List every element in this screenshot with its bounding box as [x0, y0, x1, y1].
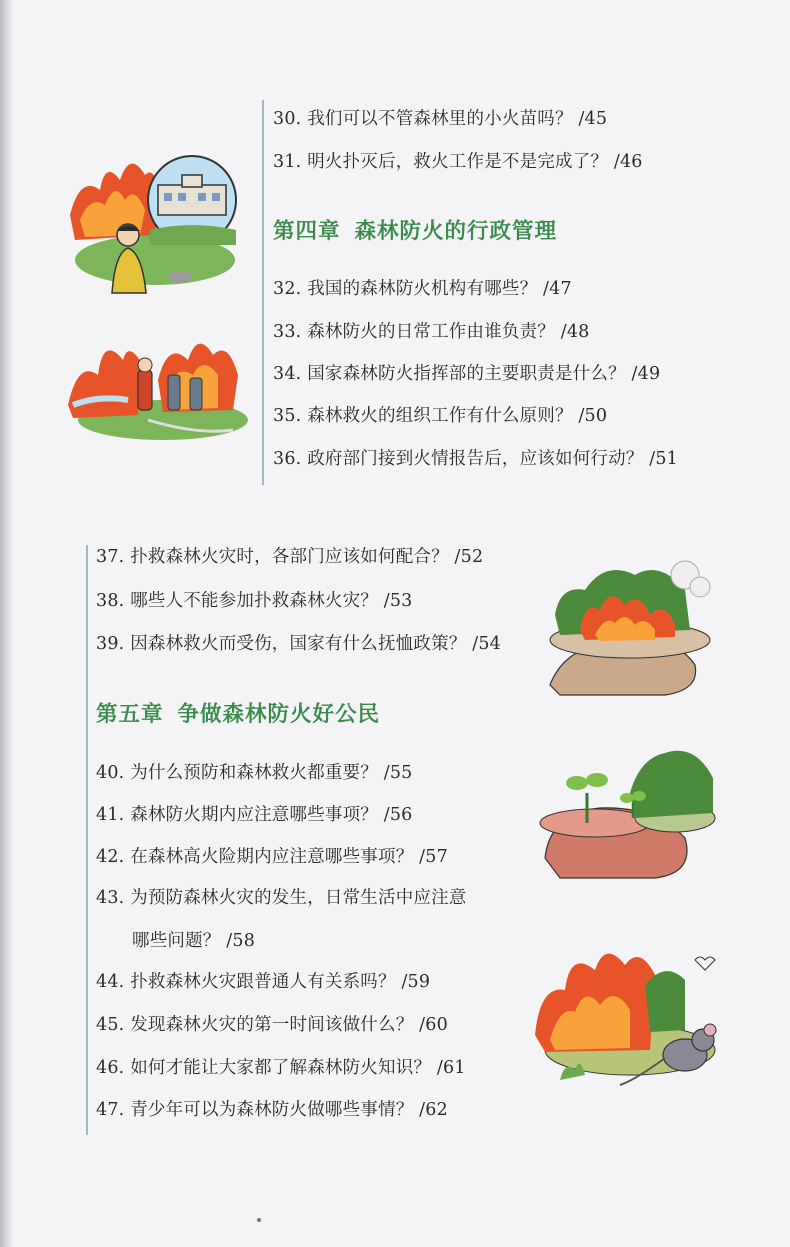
toc-entry-38[interactable]: 38. 哪些人不能参加扑救森林火灾？ /53: [96, 591, 413, 611]
toc-entry-36[interactable]: 36. 政府部门接到火情报告后，应该如何行动？ /51: [273, 449, 679, 469]
chapter-number: 第五章: [96, 702, 164, 727]
toc-entry-30[interactable]: 30. 我们可以不管森林里的小火苗吗？ /45: [273, 109, 608, 129]
illustration-firefighters: [68, 320, 248, 445]
toc-entry-31[interactable]: 31. 明火扑灭后，救火工作是不是完成了？ /46: [273, 152, 643, 172]
illustration-sprouts: [535, 738, 720, 883]
toc-entry-41[interactable]: 41. 森林防火期内应注意哪些事项？ /56: [96, 805, 413, 825]
toc-entry-43-cont[interactable]: 哪些问题？ /58: [132, 931, 256, 951]
toc-entry-37[interactable]: 37. 扑救森林火灾时，各部门应该如何配合？ /52: [96, 547, 484, 567]
toc-entry-47[interactable]: 47. 青少年可以为森林防火做哪些事情？ /62: [96, 1100, 448, 1120]
toc-entry-46[interactable]: 46. 如何才能让大家都了解森林防火知识？ /61: [96, 1058, 466, 1078]
toc-entry-42[interactable]: 42. 在森林高火险期内应注意哪些事项？ /57: [96, 847, 448, 867]
toc-entry-45[interactable]: 45. 发现森林火灾的第一时间该做什么？ /60: [96, 1015, 448, 1035]
toc-entry-43[interactable]: 43. 为预防森林火灾的发生，日常生活中应注意: [96, 888, 467, 908]
illustration-fire-reporter: [60, 145, 240, 295]
chapter-title: 森林防火的行政管理: [354, 219, 558, 244]
chapter-heading-4: [273, 214, 557, 245]
chapter-number: 第四章: [273, 219, 341, 244]
book-spine-shadow: [0, 0, 14, 1247]
toc-entry-33[interactable]: 33. 森林防火的日常工作由谁负责？ /48: [273, 322, 590, 342]
toc-entry-34[interactable]: 34. 国家森林防火指挥部的主要职责是什么？ /49: [273, 364, 661, 384]
toc-entry-39[interactable]: 39. 因森林救火而受伤，国家有什么抚恤政策？ /54: [96, 634, 502, 654]
chapter-heading-5: [96, 697, 380, 728]
toc-entry-32[interactable]: 32. 我国的森林防火机构有哪些？ /47: [273, 279, 572, 299]
chapter-title: 争做森林防火好公民: [177, 702, 381, 727]
toc-entry-35[interactable]: 35. 森林救火的组织工作有什么原则？ /50: [273, 406, 608, 426]
toc-entry-44[interactable]: 44. 扑救森林火灾跟普通人有关系吗？ /59: [96, 972, 431, 992]
toc-rule-upper: [262, 100, 264, 485]
illustration-burning-forest: [545, 555, 715, 700]
page-dot: [257, 1218, 261, 1222]
toc-rule-lower: [86, 545, 88, 1135]
toc-entry-40[interactable]: 40. 为什么预防和森林救火都重要？ /55: [96, 763, 413, 783]
illustration-fire-mouse: [535, 940, 725, 1100]
